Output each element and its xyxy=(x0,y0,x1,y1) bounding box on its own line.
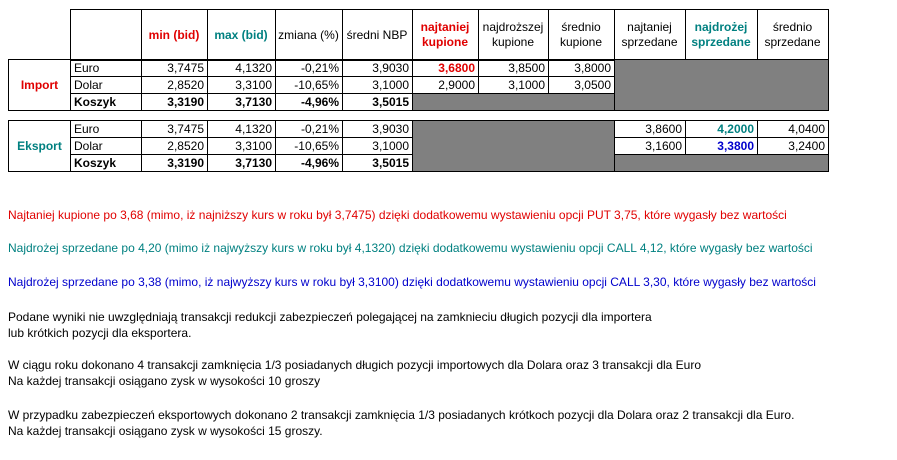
header-spacer xyxy=(8,10,70,61)
row-name: Dolar xyxy=(71,138,142,155)
gray-block xyxy=(413,94,615,111)
col-najdrozej-kupione: najdroższej kupione xyxy=(478,10,548,61)
cell-nbp: 3,1000 xyxy=(343,138,413,155)
cell-zmiana: -10,65% xyxy=(276,77,343,94)
col-najtaniej-sprzedane: najtaniej sprzedane xyxy=(614,10,685,61)
gray-block xyxy=(615,60,829,111)
cell-najdrozej-kupione: 3,1000 xyxy=(479,77,549,94)
col-zmiana: zmiana (%) xyxy=(275,10,342,61)
note-paragraph-2 xyxy=(8,357,701,389)
row-name: Koszyk xyxy=(71,94,142,111)
col-sredni-nbp: średni NBP xyxy=(342,10,412,61)
cell-najdrozej-kupione: 3,8500 xyxy=(479,60,549,77)
note-najdrozej-sprzedane-dolar: Najdrożej sprzedane po 3,38 (mimo, iż najwyższy kurs w roku był 3,3100) dzięki dodatkowemu wystawieniu opcji CALL 3,30, które wygasły bez wartości xyxy=(8,275,816,289)
note-paragraph-1 xyxy=(8,309,652,341)
cell-min: 3,7475 xyxy=(142,121,208,138)
import-table xyxy=(8,59,829,111)
cell-najtaniej-sprzedane: 3,8600 xyxy=(615,121,686,138)
cell-zmiana: -4,96% xyxy=(276,155,343,172)
col-min-bid: min (bid) xyxy=(141,10,207,61)
cell-min: 2,8520 xyxy=(142,77,208,94)
cell-max: 3,3100 xyxy=(208,138,276,155)
cell-najtaniej-kupione: 3,6800 xyxy=(413,60,479,77)
cell-max: 4,1320 xyxy=(208,121,276,138)
gray-block xyxy=(413,121,615,172)
cell-min: 3,3190 xyxy=(142,94,208,111)
note-najdrozej-sprzedane-euro: Najdrożej sprzedane po 4,20 (mimo iż najwyższy kurs w roku był 4,1320) dzięki dodatkowemu wystawieniu opcji CALL 4,12, które wygasły bez wartości xyxy=(8,241,813,255)
cell-max: 3,7130 xyxy=(208,155,276,172)
note-line: W przypadku zabezpieczeń eksportowych dokonano 2 transakcji zamknięcia 1/3 posiadanych krótkoch pozycji dla Dolara oraz 2 transakcji dla Euro. xyxy=(8,408,795,422)
gray-block xyxy=(615,155,829,172)
cell-nbp: 3,1000 xyxy=(343,77,413,94)
cell-nbp: 3,5015 xyxy=(343,155,413,172)
col-najdrozej-sprzedane: najdrożej sprzedane xyxy=(685,10,757,61)
cell-min: 2,8520 xyxy=(142,138,208,155)
header-table xyxy=(8,9,829,61)
cell-najdrozej-sprzedane: 3,3800 xyxy=(686,138,758,155)
note-line: W ciągu roku dokonano 4 transakcji zamknięcia 1/3 posiadanych długich pozycji importowych dla Dolara oraz 3 transakcji dla Euro xyxy=(8,358,702,372)
cell-srednio-kupione: 3,8000 xyxy=(549,60,615,77)
import-label: Import xyxy=(9,60,71,111)
cell-zmiana: -0,21% xyxy=(276,60,343,77)
cell-max: 3,3100 xyxy=(208,77,276,94)
col-srednio-kupione: średnio kupione xyxy=(548,10,614,61)
row-name: Koszyk xyxy=(71,155,142,172)
table-row xyxy=(9,60,829,77)
note-line: lub krótkich pozycji dla eksportera. xyxy=(8,326,192,340)
cell-srednio-sprzedane: 3,2400 xyxy=(758,138,829,155)
cell-min: 3,7475 xyxy=(142,60,208,77)
row-name: Euro xyxy=(71,121,142,138)
cell-nbp: 3,9030 xyxy=(343,60,413,77)
cell-min: 3,3190 xyxy=(142,155,208,172)
header-empty-cell xyxy=(70,10,141,61)
cell-najdrozej-sprzedane: 4,2000 xyxy=(686,121,758,138)
export-label: Eksport xyxy=(9,121,71,172)
table-row xyxy=(9,121,829,138)
cell-najtaniej-kupione: 2,9000 xyxy=(413,77,479,94)
col-najtaniej-kupione: najtaniej kupione xyxy=(412,10,478,61)
note-line: Na każdej transakcji osiągano zysk w wysokości 15 groszy. xyxy=(8,424,323,438)
cell-max: 4,1320 xyxy=(208,60,276,77)
note-line: Podane wyniki nie uwzględniają transakcji redukcji zabezpieczeń polegającej na zamknieciu długich pozycji dla importera xyxy=(8,310,652,324)
cell-srednio-sprzedane: 4,0400 xyxy=(758,121,829,138)
cell-nbp: 3,9030 xyxy=(343,121,413,138)
row-name: Euro xyxy=(71,60,142,77)
row-name: Dolar xyxy=(71,77,142,94)
cell-zmiana: -0,21% xyxy=(276,121,343,138)
export-table xyxy=(8,120,829,172)
cell-max: 3,7130 xyxy=(208,94,276,111)
note-najtaniej-kupione: Najtaniej kupione po 3,68 (mimo, iż najniższy kurs w roku był 3,7475) dzięki dodatkowemu wystawieniu opcji PUT 3,75, które wygasły bez wartości xyxy=(8,208,787,222)
cell-srednio-kupione: 3,0500 xyxy=(549,77,615,94)
cell-zmiana: -4,96% xyxy=(276,94,343,111)
note-paragraph-3 xyxy=(8,407,794,439)
cell-zmiana: -10,65% xyxy=(276,138,343,155)
cell-nbp: 3,5015 xyxy=(343,94,413,111)
col-srednio-sprzedane: średnio sprzedane xyxy=(757,10,828,61)
note-line: Na każdej transakcji osiągano zysk w wysokości 10 groszy xyxy=(8,374,321,388)
col-max-bid: max (bid) xyxy=(207,10,275,61)
cell-najtaniej-sprzedane: 3,1600 xyxy=(615,138,686,155)
